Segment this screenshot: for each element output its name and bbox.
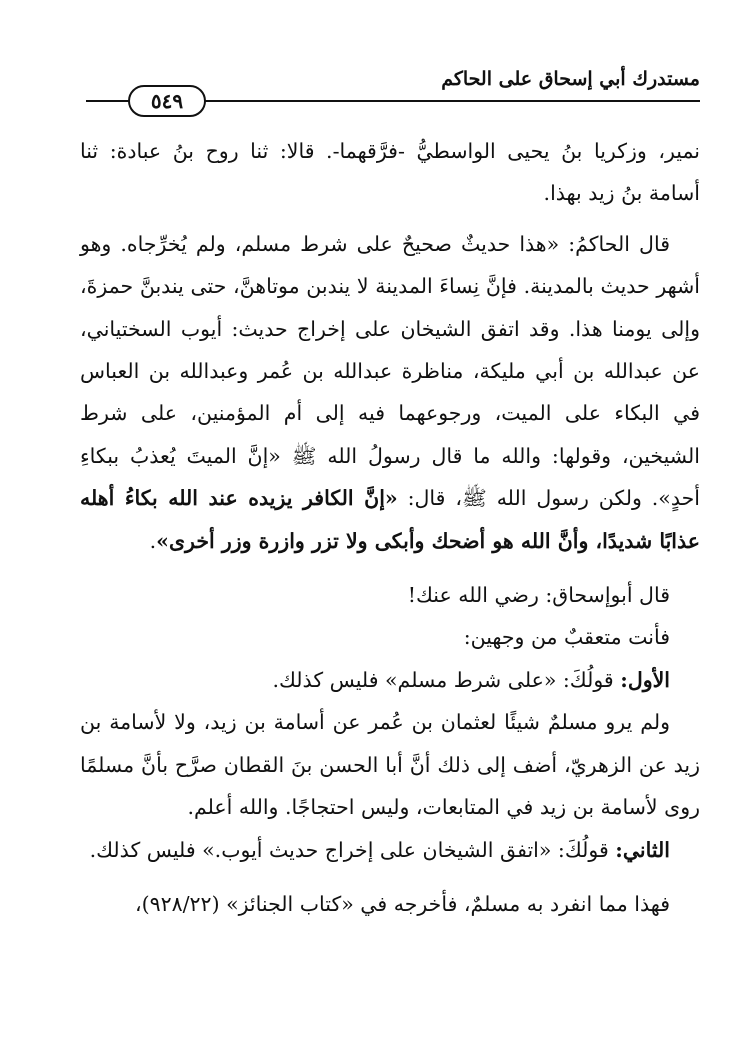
paragraph [80,223,700,562]
paragraph [80,659,700,701]
paragraph [80,829,700,871]
paragraph: ولم يرو مسلمٌ شيئًا لعثمان بن عُمر عن أسامة بن زيد، ولا لأسامة بن زيد عن الزهريّ، أضف إلى ذلك أنَّ أبا الحسن بنَ القطان صرَّح بأنَّ مسلمًا روى لأسامة بن زيد في المتابعات، وليس احتجاجًا. والله أعلم. [80,710,700,820]
running-title: مستدرك أبي إسحاق على الحاكم [441,68,700,90]
hadith-bold: «إنَّ الكافر يزيده عند الله بكاءُ أهله عذابًا شديدًا، وأنَّ الله هو أضحك وأبكى ولا تزر وازرة وزر أخرى» [80,486,700,553]
page-header [86,68,700,118]
point-text: قولُكَ: «على شرط مسلم» فليس كذلك. [272,667,621,692]
hakim-quote: قال الحاكمُ: «هذا حديثٌ صحيحٌ على شرط مسلم، ولم يُخرِّجاه. وهو أشهر حديث بالمدينة. فإنَّ نِساءَ المدينة لا يندبن موتاهنَّ، حتى يندبنَّ حمزةَ، وإلى يومنا هذا. وقد اتفق الشيخان على إخراج حديث: أيوب السختياني، عن عبدالله بن أبي مليكة، مناظرة عبدالله بن عُمر وعبدالله بن العباس في البكاء على الميت، ورجوعهما فيه إلى أم المؤمنين، على شرط الشيخين، وقولها: والله ما قال رسولُ الله ﷺ «إنَّ الميتَ يُعذبُ ببكاءِ أحدٍ». ولكن رسول الله ﷺ، قال: [80,231,700,511]
page-number: ٥٤٩ [128,85,206,117]
body-text [80,130,700,925]
paragraph: قال أبوإسحاق: رضي الله عنك! [407,583,670,608]
punctuation: . [149,528,157,553]
paragraph: فهذا مما انفرد به مسلمٌ، فأخرجه في «كتاب الجنائز» (٩٢٨/٢٢)، [134,891,670,916]
paragraph: نمير، وزكريا بنُ يحيى الواسطيُّ -فرَّقهما-. قالا: ثنا روح بنُ عبادة: ثنا أسامة بنُ زيد بهذا. [80,139,700,206]
point-label: الثاني: [615,837,670,862]
point-text: قولُكَ: «اتفق الشيخان على إخراج حديث أيوب.» فليس كذلك. [89,837,616,862]
point-label: الأول: [620,667,670,692]
paragraph: فأنت متعقبٌ من وجهين: [463,625,670,650]
